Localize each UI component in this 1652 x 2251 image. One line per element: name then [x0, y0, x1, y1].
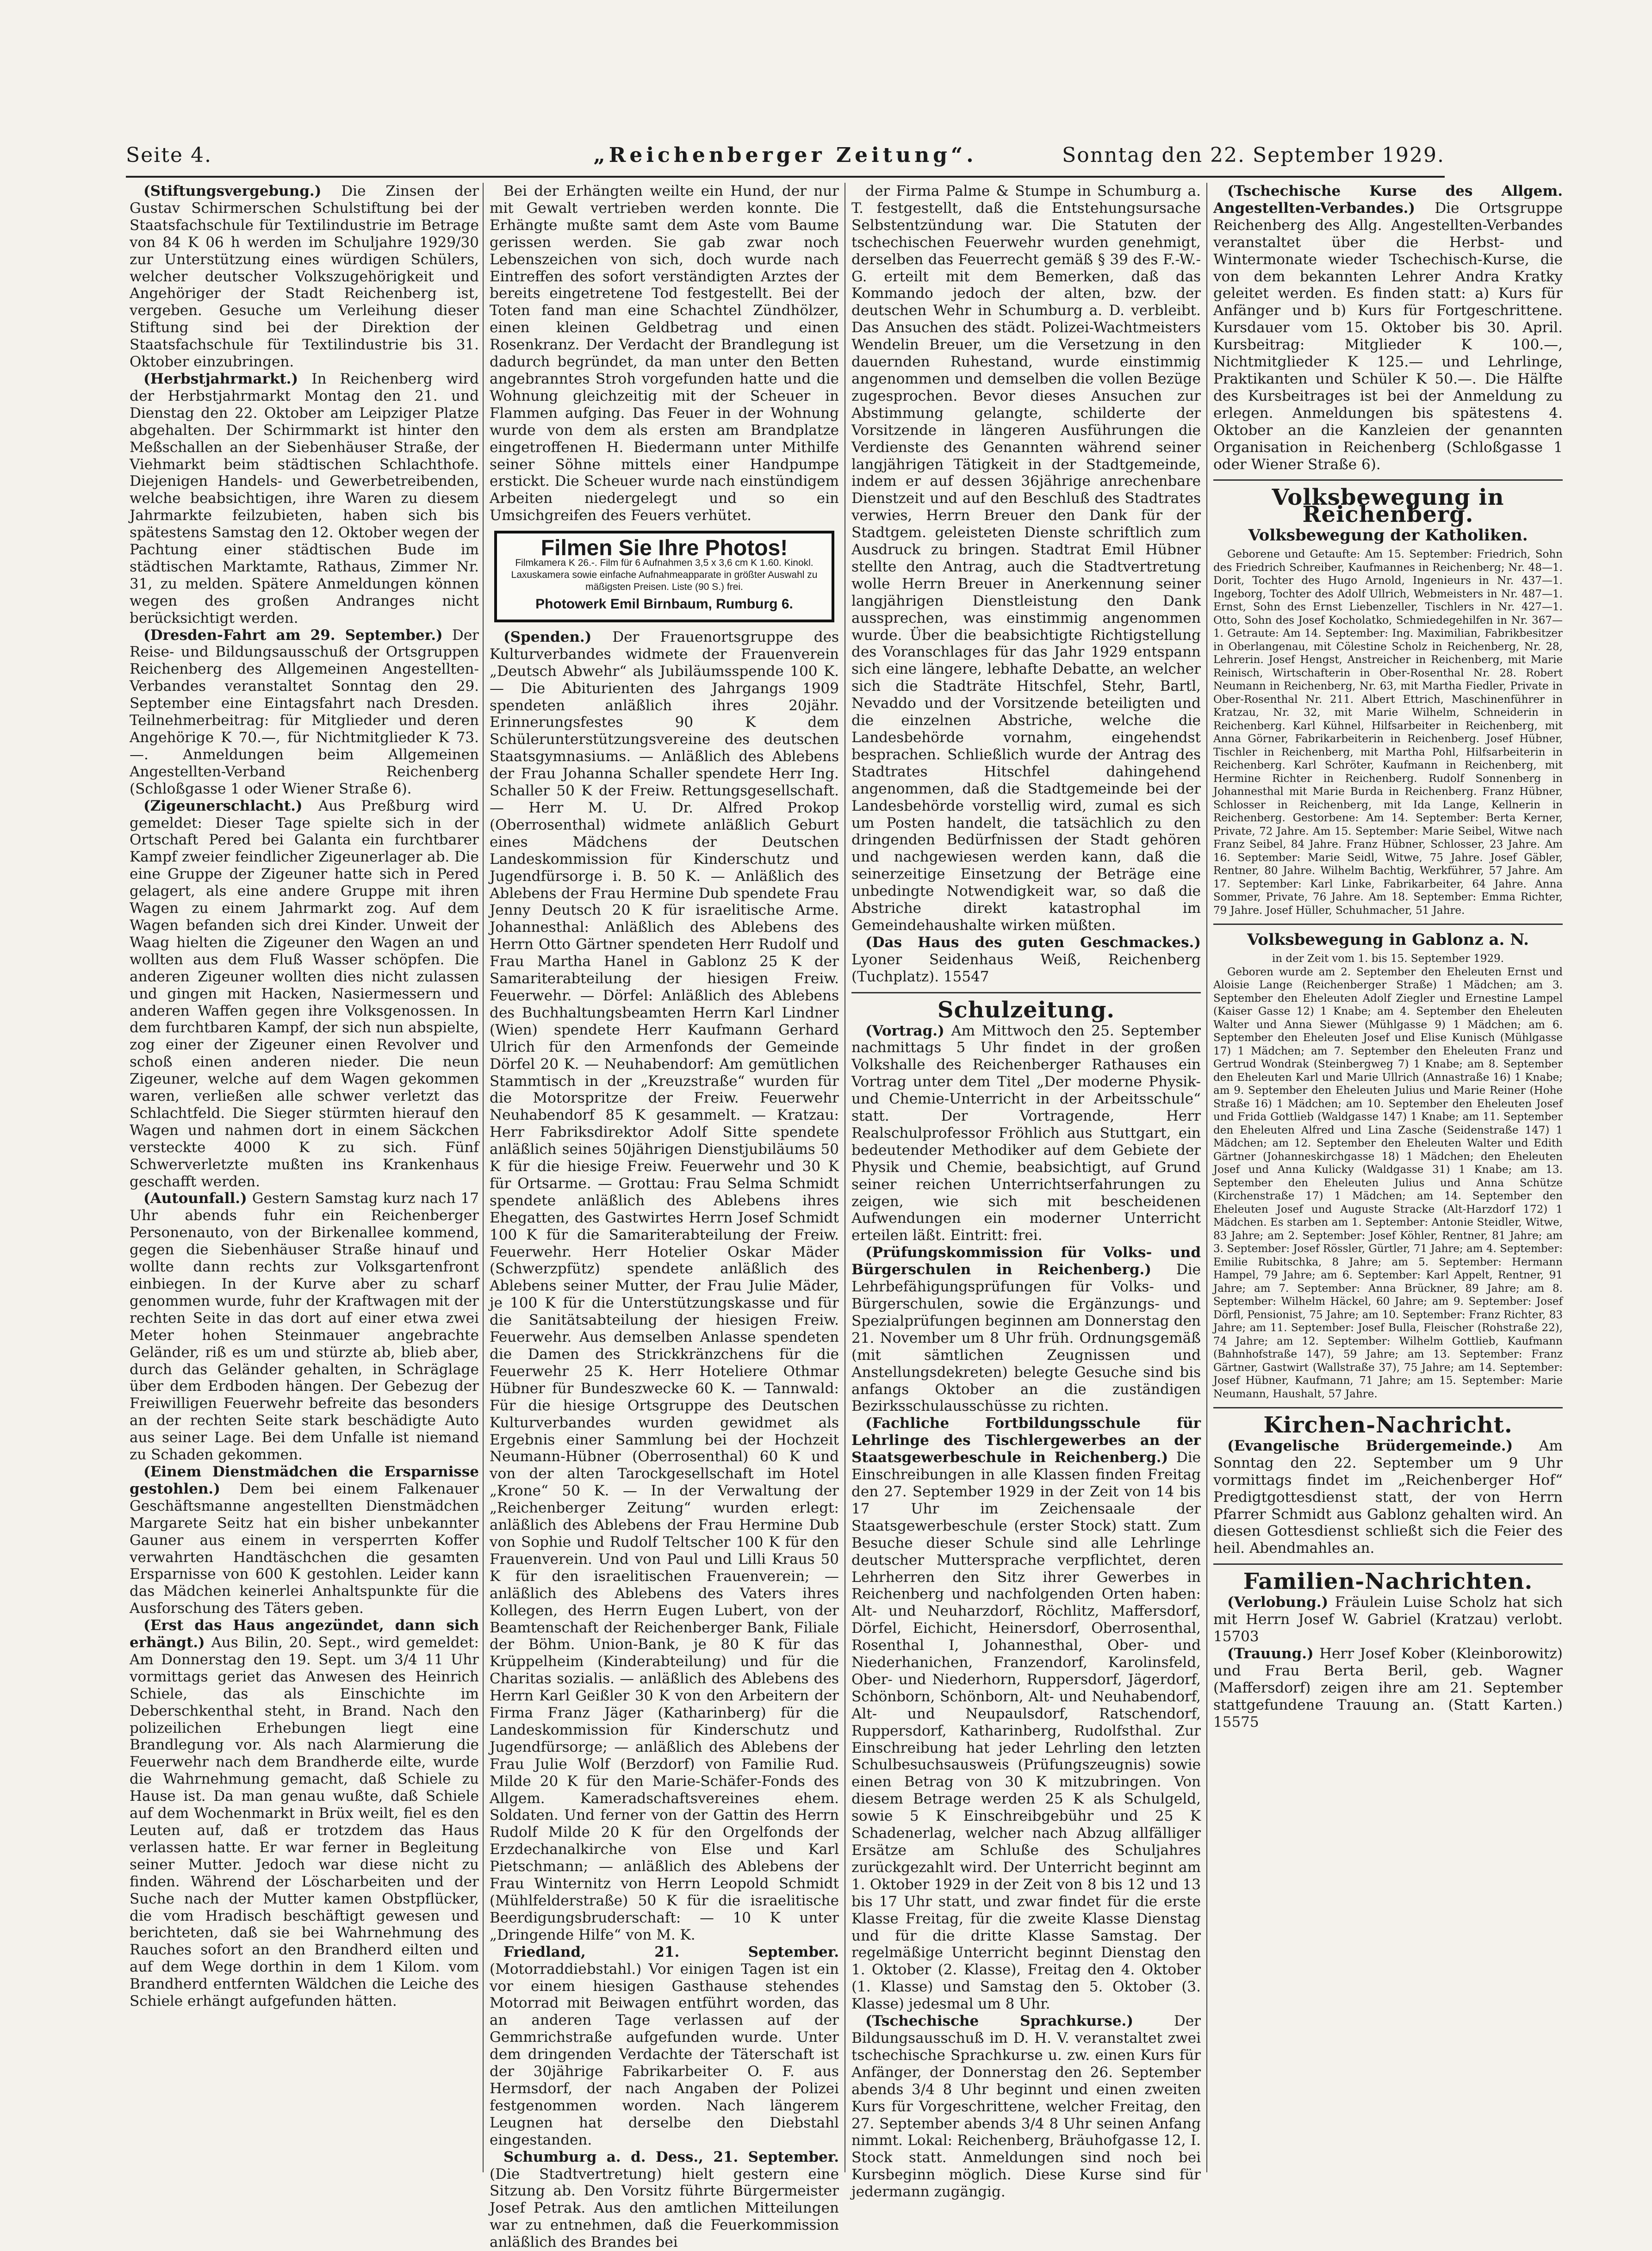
article-title: (Autounfall.) [143, 1190, 247, 1207]
section-rule [1213, 1563, 1563, 1565]
article-text: Lyoner Seidenhaus Weiß, Reichenberg (Tuchplatz). 15547 [851, 951, 1201, 985]
article-text: Die Zinsen der Gustav Schirmerschen Schulstiftung bei der Staatsfachschule für Textilindustrie im Betrage von 84 K 06 h werden im Schuljahre 1929/30 zur Unterstützung eines würdigen Schülers, welcher deutscher Volkszugehörigkeit und Angehöriger der Stadt Reichenberg ist, vergeben. Gesuche um Verleihung dieser Stiftung sind bei der Direktion der Staatsfachschule für Textilindustrie bis 31. Oktober einzubringen. [130, 183, 479, 371]
page-header [126, 143, 1445, 171]
vital-stats-gablonz-period: in der Zeit vom 1. bis 15. September 1929. [1272, 953, 1504, 965]
article [851, 934, 1201, 986]
header-rule [126, 176, 1445, 178]
family-notice [1213, 1645, 1563, 1731]
article-text: Der Reise- und Bildungsausschuß der Ortsgruppen Reichenberg des Allgemeinen Angestellten-Verbandes veranstaltet Sonntag den 29. September eine Eintagsfahrt nach Dresden. Teilnehmerbeitrag: für Mitglieder und deren Angehörige K 70.—, für Nichtmitglieder K 73.—. Anmeldungen beim Allgemeinen Angestellten-Verband Reichenberg (Schloßgasse 1 oder Wiener Straße 6). [130, 626, 479, 797]
vital-stats-gablonz-text: Geboren wurde am 2. September den Eheleuten Ernst und Aloisie Lange (Reichenberger Straße) 1 Mädchen; am 3. September den Eheleuten Adolf Ziegler und Ernestine Lampel (Kaiser Gasse 12) 1 Knabe; am 4. September den Eheleuten Walter und Anna Siewer (Mühlgasse 9) 1 Mädchen; am 6. September den Eheleuten Josef und Elise Kunisch (Mühlgasse 17) 1 Mädchen; am 7. September den Eheleuten Franz und Gertrud Wondrak (Steinbergweg 7) 1 Knabe; am 8. September den Eheleuten Karl und Marie Ullrich (Annastraße 16) 1 Knabe; am 9. September den Eheleuten Julius und Marie Reiner (Hohe Straße 16) 1 Mädchen; am 10. September den Eheleuten Josef und Frida Gottlieb (Waldgasse 147) 1 Knabe; am 11. September den Eheleuten Alfred und Lina Zasche (Seidenstraße 147) 1 Mädchen; am 12. September den Eheleuten Walter und Edith Gärtner (Johanneskirchgasse 18) 1 Mädchen; den Eheleuten Josef und Anna Kulicky (Waldgasse 31) 1 Knabe; am 13. September den Eheleuten Julius und Anna Schütze (Kirchenstraße 17) 1 Mädchen; am 14. September den Eheleuten Josef und Auguste Stracke (Alt-Harzdorf 172) 1 Mädchen. Es starben am 1. September: Antonie Steidler, Witwe, 83 Jahre; am 2. September: Josef Köhler, Rentner, 81 Jahre; am 3. September: Josef Rössler, Gürtler, 71 Jahre; am 4. September: Emilie Rubitschka, 8 Jahre; am 5. September: Hermann Hampel, 79 Jahre; am 6. September: Karl Appelt, Rentner, 91 Jahre; am 7. September: Anna Brückner, 89 Jahre; am 8. September: Wilhelm Häckel, 60 Jahre; am 9. September: Josef Dörfl, Pensionist, 75 Jahre; am 10. September: Franz Richter, 83 Jahre; am 11. September: Josef Bulla, Fleischer (Rohstraße 22), 74 Jahre; am 12. September: Wilhelm Gottlieb, Kaufmann (Bahnhofstraße 147), 59 Jahre; am 13. September: Franz Gärtner, Gastwirt (Wallstraße 37), 75 Jahre; am 14. September: Josef Hübner, Kaufmann, 71 Jahre; am 15. September: Marie Neumann, Haushalt, 57 Jahre. [1213, 966, 1563, 1400]
family-notice-text: Fräulein Luise Scholz hat sich mit Herrn Josef W. Gabriel (Kratzau) verlobt. 15703 [1213, 1594, 1563, 1645]
column-4 [1213, 183, 1563, 2177]
article-title: (Spenden.) [503, 628, 592, 645]
newspaper-title: „Reichenberger Zeitung“. [593, 143, 977, 167]
article-title: (Tschechische Kurse des Allgem. Angestellten-Verbandes.) [1213, 183, 1563, 217]
article-text: (Motorraddiebstahl.) Vor einigen Tagen ist ein vor einem hiesigen Gasthause stehendes Motorrad mit Beiwagen entführt worden, das an anderen Tage verlassen auf der Gemmrichstraße aufgefunden wurde. Unter dem dringenden Verdachte der Täterschaft ist der 30jährige Fabrikarbeiter O. F. aus Hermsdorf, der nach Angaben der Polizei festgenommen worden. Nach längerem Leugnen hat derselbe den Diebstahl eingestanden. [490, 1960, 839, 2148]
ad-footer: Photowerk Emil Birnbaum, Rumburg 6. [535, 596, 793, 612]
article [130, 1463, 479, 1617]
church-news-item [1213, 1438, 1563, 1557]
article [130, 1190, 479, 1463]
column-2 [490, 183, 839, 2251]
article-title: (Einem Dienstmädchen die Ersparnisse gestohlen.) [130, 1463, 479, 1497]
photo-advertisement [494, 531, 834, 622]
school-news-heading: Schulzeitung. [937, 997, 1115, 1023]
family-notice-title: (Trauung.) [1227, 1645, 1314, 1662]
article-title: (Zigeunerschlacht.) [143, 797, 303, 814]
article-title: Friedland, 21. September. [503, 1943, 839, 1960]
article-text: Der Bildungsausschuß im D. H. V. veranstaltet zwei tschechische Sprachkurse u. zw. einen Kurs für Anfänger, der Donnerstag den 26. September abends 3/4 8 Uhr beginnt und einen zweiten Kurs für Vorgeschrittene, welcher Freitag, den 27. September abends 3/4 8 Uhr seinen Anfang nimmt. Lokal: Reichenberg, Bräuhofgasse 12, I. Stock statt. Anmeldungen sind noch bei Kursbeginn möglich. Diese Kurse sind für jedermann zugängig. [851, 2013, 1201, 2201]
article-title: (Dresden-Fahrt am 29. September.) [143, 626, 443, 644]
column-3 [851, 183, 1201, 2201]
article-text: Gestern Samstag kurz nach 17 Uhr abends fuhr ein Reichenberger Personenauto, von der Birkenallee kommend, gegen die Siebenhäuser Straße hinauf und wollte dann rechts zur Volksgartenfront einbiegen. In der Kurve aber zu scharf genommen wurde, fuhr der Kraftwagen mit der rechten Seite in das dort auf einer etwa zwei Meter hohen Steinmauer angebrachte Geländer, riß es um und stürzte ab, blieb aber, durch das Geländer gehalten, in Schräglage über dem Erdboden hängen. Der Gebezug der Freiwilligen Feuerwehr befreite das besonders an der rechten Seite stark beschädigte Auto aus seiner Lage. Bei dem Unfalle ist niemand zu Schaden gekommen. [130, 1190, 479, 1463]
article-text: Am Mittwoch den 25. September nachmittags 5 Uhr findet in der großen Volkshalle des Reichenberger Rathauses ein Vortrag unter dem Titel „Der moderne Physik- und Chemie-Unterricht in der Arbeitsschule“ statt. Der Vortragende, Herr Realschulprofessor Fröhlich aus Stuttgart, ein bedeutender Methodiker auf dem Gebiete der Physik und Chemie, beabsichtigt, auf Grund seiner reichen Unterrichtserfahrungen zu zeigen, wie sich mit bescheidenen Aufwendungen ein moderner Unterricht erteilen läßt. Eintritt: frei. [851, 1022, 1201, 1244]
article-title: (Herbstjahrmarkt.) [143, 370, 298, 387]
article-text: Dem bei einem Falkenauer Geschäftsmanne angestellten Dienstmädchen Margarete Seitz hat ein bisher unbekannter Gauner aus einem in versperrten Koffer verwahrten Handtäschchen die gesamten Ersparnisse von 600 K gestohlen. Leider kann das Mädchen keinerlei Anhaltspunkte für die Ausforschung des Täters geben. [130, 1480, 479, 1617]
article [130, 183, 479, 371]
article [490, 629, 839, 1944]
article-text: Die Einschreibungen in alle Klassen finden Freitag den 27. September 1929 in der Zeit von 14 bis 17 Uhr im Zeichensaale der Staatsgewerbeschule (erster Stock) statt. Zum Besuche dieser Schule sind alle Lehrlinge deutscher Muttersprache verpflichtet, deren Lehrherren den Sitz ihrer Gewerbes in Reichenberg und nachfolgenden Orten haben: Alt- und Neuharzdorf, Röchlitz, Maffersdorf, Dörfel, Eichicht, Heinersdorf, Oberrosenthal, Rosenthal I, Johannesthal, Ober- und Niederhanichen, Franzendorf, Karolinsfeld, Ober- und Niederhorn, Ruppersdorf, Jägerdorf, Schönborn, Schönborn, Alt- und Neuhabendorf, Alt- und Neupaulsdorf, Ratschendorf, Ruppersdorf, Katharinberg, Rudolfsthal. Zur Einschreibung hat jeder Lehrling den letzten Schulbesuchsausweis (Prüfungszeugnis) sowie einen Betrag von 30 K mitzubringen. Von diesem Betrage werden 25 K als Schulgeld, sowie 5 K Einschreibgebühr und 25 K Schadenerlag, welcher nach Abzug allfälliger Ersätze am Schluße des Schuljahres zurückgezahlt wird. Der Unterricht beginnt am 1. Oktober 1929 in der Zeit von 8 bis 12 und 13 bis 17 Uhr statt, und zwar findet für die erste Klasse Freitag, für die zweite Klasse Dienstag und für die dritte Klasse Samstag. Der regelmäßige Unterricht beginnt Dienstag den 1. Oktober (2. Klasse), Freitag den 4. Oktober (1. Klasse) und Samstag den 5. Oktober (3. Klasse) jedesmal um 8 Uhr. [851, 1449, 1201, 2013]
family-notice-title: (Verlobung.) [1227, 1594, 1329, 1611]
column-1 [130, 183, 479, 2177]
article [851, 183, 1201, 934]
section-rule [1213, 1407, 1563, 1408]
article [490, 1944, 839, 2149]
article-text: Der Frauenortsgruppe des Kulturverbandes widmete der Frauenverein „Deutsch Abwehr“ als Jubiläumsspende 100 K. — Die Abiturienten des Jahrgangs 1909 spendeten anläßlich ihres 20jähr. Erinnerungsfestes 90 K dem Schülerunterstützungsvereine des deutschen Staatsgymnasiums. — Anläßlich des Ablebens der Frau Johanna Schaller spendete Herr Ing. Schaller 50 K der Freiw. Rettungsgesellschaft. — Herr M. U. Dr. Alfred Prokop (Oberrosenthal) widmete anläßlich Geburt eines Mädchens der Deutschen Landeskommission für Kinderschutz und Jugendfürsorge i. B. 50 K. — Anläßlich des Ablebens der Frau Hermine Dub spendete Frau Jenny Deutsch 20 K für israelitische Arme. Johannesthal: Anläßlich des Ablebens des Herrn Otto Gärtner spendeten Herr Rudolf und Frau Martha Hanel in Gablonz 25 K der Samariterabteilung der hiesigen Freiw. Feuerwehr. — Dörfel: Anläßlich des Ablebens des Buchhaltungsbeamten Herrn Karl Lindner (Wien) spendete Herr Kaufmann Gerhard Ulrich für den Armenfonds der Gemeinde Dörfel 20 K. — Neuhabendorf: Am gemütlichen Stammtisch in der „Kreuzstraße“ wurden für die Motorspritze der Freiw. Feuerwehr Neuhabendorf 85 K gesammelt. — Kratzau: Herr Fabriksdirektor Adolf Sitte spendete anläßlich seines 50jährigen Dienstjubiläums 50 K für die hiesige Freiw. Feuerwehr und 30 K für Ortsarme. — Grottau: Frau Selma Schmidt spendete anläßlich des Ablebens ihres Ehegatten, des Gastwirtes Herrn Josef Schmidt 100 K für die Samariterabteilung der Freiw. Feuerwehr. Herr Hotelier Oskar Mäder (Schwerzpfütz) spendete anläßlich des Ablebens seiner Mutter, der Frau Julie Mäder, je 100 K für die Unterstützungskasse und für die Sanitätsabteilung der hiesigen Freiw. Feuerwehr. Aus demselben Anlasse spendeten die Damen des Strickkränzchens für die Feuerwehr 25 K. Herr Hoteliere Othmar Hübner für Bundeszwecke 60 K. — Tannwald: Für die hiesige Ortsgruppe des Deutschen Kulturverbandes wurden gewidmet als Ergebnis einer Sammlung bei der Hochzeit Neumann-Hübner (Oberrosenthal) 60 K und von der alten Tarockgesellschaft im Hotel „Krone“ 50 K. — In der Verwaltung der „Reichenberger Zeitung“ wurden erlegt: anläßlich des Ablebens der Frau Hermine Dub von Sophie und Rudolf Teltscher 100 K für den Frauenverein. Und von Paul und Lilli Kraus 50 K für den israelitischen Frauenverein; — anläßlich des Ablebens des Vaters ihres Kollegen, des Herrn Eugen Lubert, von der Beamtenschaft der Reichenberger Bank, Filiale der Böhm. Union-Bank, je 80 K für das Krüppelheim (Kinderabteilung) und für die Charitas sozialis. — anläßlich des Ablebens des Herrn Karl Geißler 30 K von den Arbeitern der Firma Franz Jäger (Katharinberg) für die Landeskommission für Kinderschutz und Jugendfürsorge; — anläßlich des Ablebens der Frau Julie Wolf (Berzdorf) von Familie Rud. Milde 20 K für den Marie-Schäfer-Fonds des Allgem. Kameradschaftsvereines ehem. Soldaten. Und ferner von der Gattin des Herrn Rudolf Milde 20 K für den Orgelfonds der Erzdechanalkirche von Else und Karl Pietschmann; — anläßlich des Ablebens der Frau Winternitz von Herrn Leopold Schmidt (Mühlfelderstraße) 50 K für die israelitische Beerdigungsbruderschaft: — 10 K unter „Dringende Hilfe“ von M. K. [490, 628, 839, 1943]
article-title: (Tschechische Sprachkurse.) [865, 2013, 1134, 2030]
vital-stats-reichenberg-text: Geborene und Getaufte: Am 15. September: Friedrich, Sohn des Friedrich Schreiber, Kaufmannes in Reichenberg; Nr. 48—1. Dorit, Tochter des Hugo Arnold, Ingenieurs in Nr. 437—1. Ingeborg, Tochter des Adolf Ullrich, Webmeisters in Nr. 487—1. Ernst, Sohn des Ernst Liebenzeller, Tischlers in Nr. 427—1. Otto, Sohn des Josef Kocholatko, Schmiedegehilfen in Nr. 367—1. Getraute: Am 14. September: Ing. Maximilian, Fabrikbesitzer in Oberlangenau, mit Cölestine Scholz in Reichenberg, Nr. 28, Lehrerin. Josef Hengst, Anstreicher in Reichenberg, mit Marie Reinisch, Wirtschafterin in Ober-Rosenthal Nr. 28. Robert Neumann in Reichenberg, Nr. 63, mit Martha Fiedler, Private in Ober-Rosenthal Nr. 211. Albert Ettrich, Maschinenführer in Kratzau, Nr. 32, mit Marie Wilhelm, Schneiderin in Reichenberg. Karl Kühnel, Hilfsarbeiter in Reichenberg, mit Anna Görner, Fabrikarbeiterin in Reichenberg. Josef Hübner, Tischler in Reichenberg, mit Martha Pohl, Hilfsarbeiterin in Reichenberg. Karl Schröter, Kaufmann in Reichenberg, mit Hermine Richter in Reichenberg. Rudolf Sonnenberg in Johannesthal mit Marie Burda in Reichenberg. Franz Hübner, Schlosser in Reichenberg, mit Ida Lange, Kellnerin in Reichenberg. Gestorbene: Am 14. September: Berta Kerner, Private, 72 Jahre. Am 15. September: Marie Seibel, Witwe nach Franz Seibel, 84 Jahre. Franz Hübner, Schlosser, 23 Jahre. Am 16. September: Marie Seidl, Witwe, 75 Jahre. Josef Gäbler, Rentner, 80 Jahre. Wilhelm Bachtig, Werkführer, 57 Jahre. Am 17. September: Karl Linke, Fabrikarbeiter, 64 Jahre. Anna Sommer, Private, 76 Jahre. Am 18. September: Emma Richter, 79 Jahre. Josef Hüller, Schuhmacher, 51 Jahre. [1213, 548, 1563, 917]
vital-stats-catholics-subheading: Volksbewegung der Katholiken. [1248, 526, 1528, 545]
article [851, 1023, 1201, 1245]
family-notice [1213, 1594, 1563, 1645]
article [851, 1415, 1201, 2013]
article [851, 2013, 1201, 2201]
article-text: Aus Bilin, 20. Sept., wird gemeldet: Am Donnerstag den 19. Sept. um 3/4 11 Uhr vormittags geriet das Anwesen des Heinrich Schiele, das als Einschichte im Deberschkenthal steht, in Brand. Nach den polizeilichen Erhebungen liegt eine Brandlegung vor. Als nach Alarmierung die Feuerwehr nach dem Brandherde eilte, wurde die Wahrnehmung gemacht, daß Schiele zu Hause ist. Da man genau wußte, daß Schiele auf dem Wochenmarkt in Brüx weilt, fiel es den Leuten auf, daß er trotzdem das Haus verlassen hatte. Er war ferner in Begleitung seiner Mutter. Jedoch war diese nicht zu finden. Während der Löscharbeiten und der Suche nach der Mutter kamen Obstpflücker, die vom Hradisch beschäftigt gewesen und berichteten, daß sie bei Wahrnehmung des Rauches sofort an den Brandherd eilten und auf dem Wege dorthin in dem 1 Kilom. vom Brandherd entfernten Wäldchen die Leiche des Schiele erhängt aufgefunden hätten. [130, 1634, 479, 2010]
article-text: Aus Preßburg wird gemeldet: Dieser Tage spielte sich in der Ortschaft Pered bei Galanta ein furchtbarer Kampf zweier feindlicher Zigeunerlager ab. Die eine Gruppe der Zigeuner hatte sich in Pered gelagert, als eine andere Gruppe mit ihren Wagen zu einem Jahrmarkt zog. Auf dem Wagen befanden sich drei Kinder. Unweit der Waag hielten die Zigeuner den Wagen an und wollten aus dem Fluß Wasser schöpfen. Die anderen Zigeuner wollten dies nicht zulassen und gingen mit Hacken, Nasiermessern und anderen Waffen gegen ihre Volksgenossen. In dem furchtbaren Kampf, der sich nun abspielte, zog einer der Zigeuner einen Revolver und schoß einen anderen nieder. Die neun Zigeuner, welche auf dem Wagen gekommen waren, verließen alle schwer verletzt das Schlachtfeld. Die Sieger stürmten hierauf den Wagen und nahmen dort in einem Säckchen versteckte 4000 K zu sich. Fünf Schwerverletzte mußten ins Krankenhaus geschafft werden. [130, 797, 479, 1190]
section-rule [1213, 479, 1563, 481]
issue-date: Sonntag den 22. September 1929. [1062, 143, 1445, 167]
column-divider [483, 183, 484, 2172]
article [490, 183, 839, 524]
article-title: (Vortrag.) [865, 1022, 944, 1039]
page-number: Seite 4. [126, 143, 212, 167]
article-title: Schumburg a. d. Dess., 21. September. [503, 2148, 839, 2165]
church-news-title: (Evangelische Brüdergemeinde.) [1227, 1437, 1513, 1454]
article [851, 1244, 1201, 1415]
ad-title: Filmen Sie Ihre Photos! [540, 536, 788, 561]
article [130, 1617, 479, 2010]
vital-stats-reichenberg-heading: Volksbewegung in Reichenberg. [1272, 484, 1504, 528]
article [130, 798, 479, 1191]
article-text: der Firma Palme & Stumpe in Schumburg a. T. festgestellt, daß die Entstehungsursache Selbstentzündung war. Die Statuten der tschechischen Feuerwehr wurden genehmigt, derselben das Feuerrecht gemäß § 39 des F.-W.-G. erteilt mit dem Bemerken, daß das Kommando jedoch der alten, bzw. der deutschen Wehr in Schumburg a. D. verbleibt. Das Ansuchen des städt. Polizei-Wachtmeisters Wendelin Breuer, um die Versetzung in den dauernden Ruhestand, wurde einstimmig angenommen und demselben die vollen Bezüge zugesprochen. Bevor dieses Ansuchen zur Abstimmung gelangte, schilderte der Vorsitzende in längeren Ausführungen die Verdienste des Genannten während seiner langjährigen Tätigkeit in der Stadtgemeinde, indem er auf dessen 36jährige anrechenbare Dienstzeit und auf den Beschluß des Stadtrates verwies, Herrn Breuer den Dank für der Stadtgem. geleisteten Dienste schriftlich zum Ausdruck zu bringen. Stadtrat Emil Hübner stellte den Antrag, auch die Stadtvertretung wolle Herrn Breuer in Anerkennung seiner langjährigen Dienstleistung den Dank aussprechen, was einstimmig angenommen wurde. Über die beabsichtigte Richtigstellung des Voranschlages für das Jahr 1929 entspann sich eine längere, lebhafte Debatte, an welcher sich die Stadträte Hitschfel, Stehr, Bartl, Nevaddo und der Vorsitzende beteiligten und die einzelnen Abstriche, welche die Landesbehörde vornahm, eingehendst besprachen. Schließlich wurde der Antrag des Stadtrates Hitschfel dahingehend angenommen, daß die Stadtgemeinde bei der Landesbehörde vorstellig wird, zumal es sich um Posten handelt, die tatsächlich zu den dringenden Bedürfnissen der Stadt gehören und nachgewiesen werden kann, daß die seinerzeitige Einsetzung der Beträge eine unbedingte Notwendigkeit war, so daß die Abstriche direkt katastrophal im Gemeindehaushalte wirken müßten. [851, 183, 1201, 934]
article-text: Bei der Erhängten weilte ein Hund, der nur mit Gewalt vertrieben werden konnte. Die Erhängte mußte samt dem Aste vom Baume gerissen werden. Sie gab zwar noch Lebenszeichen von sich, doch wurde nach Eintreffen des sofort verständigten Arztes der bereits eingetretene Tod festgestellt. Bei der Toten fand man eine Schachtel Zündhölzer, einen kleinen Geldbetrag und einen Rosenkranz. Der Verdacht der Brandlegung ist dadurch begründet, da man unter den Betten angebranntes Stroh vorgefunden hatte und die Wohnung gleichzeitig mit der Scheuer in Flammen aufging. Das Feuer in der Wohnung wurde von dem als ersten am Brandplatze eingetroffenen H. Biedermann unter Mithilfe seiner Söhne mittels einer Handpumpe erstickt. Die Scheuer wurde nach einstündigem Arbeiten niedergelegt und so ein Umsichgreifen des Feuers verhütet. [490, 183, 839, 524]
article-text: In Reichenberg wird der Herbstjahrmarkt Montag den 21. und Dienstag den 22. Oktober am Leipziger Platze abgehalten. Der Schirmmarkt ist hinter den Meßschallen an der Siebenhäuser Straße, der Viehmarkt beim städtischen Schlachthofe. Diejenigen Handels- und Gewerbetreibenden, welche beabsichtigen, ihre Waren zu diesem Jahrmarkte feilzubieten, haben sich bis spätestens Samstag den 12. Oktober wegen der Pachtung einer städtischen Bude im städtischen Marktamte, Rathaus, Zimmer Nr. 31, zu melden. Spätere Anmeldungen können wegen des großen Andranges nicht berücksichtigt werden. [130, 370, 479, 626]
article-title: (Das Haus des guten Geschmackes.) [865, 934, 1201, 951]
family-news-heading: Familien-Nachrichten. [1243, 1569, 1533, 1595]
section-rule [1213, 924, 1563, 925]
article [130, 627, 479, 798]
article-title: (Fachliche Fortbildungsschule für Lehrlinge des Tischlergewerbes an der Staatsgewerbeschule in Reichenberg.) [851, 1415, 1201, 1466]
article-text: Die Ortsgruppe Reichenberg des Allg. Angestellten-Verbandes veranstaltet über die Herbst- und Wintermonate wieder Tschechisch-Kurse, die von dem bekannten Lehrer Andra Kratky geleitet werden. Es finden statt: a) Kurs für Anfänger und b) Kurs für Fortgeschrittene. Kursdauer vom 15. Oktober bis 30. April. Kursbeitrag: Mitglieder K 100.—, Nichtmitglieder K 125.— und Lehrlinge, Praktikanten und Schüler K 50.—. Die Hälfte des Kursbeitrages ist bei der Anmeldung zu erlegen. Anmeldungen bis spätestens 4. Oktober an die Kanzleien der genannten Organisation in Reichenberg (Schloßgasse 1 oder Wiener Straße 6). [1213, 199, 1563, 473]
article [1213, 183, 1563, 473]
ad-body: Filmkamera K 26.-. Film für 6 Aufnahmen 3,5 x 3,6 cm K 1.60. Kinokl. Laxuskamera sowie einfache Aufnahmeapparate in größter Auswahl zu mäßigsten Preisen. Liste (90 S.) frei. [511, 558, 818, 593]
family-notice-text: Herr Josef Kober (Kleinborowitz) und Frau Berta Beril, geb. Wagner (Maffersdorf) zeigen ihre am 21. September stattgefundene Trauung an. (Statt Karten.) 15575 [1213, 1645, 1563, 1730]
article-title: (Erst das Haus angezündet, dann sich erhängt.) [130, 1617, 479, 1651]
column-divider [1206, 183, 1207, 2172]
article-title: (Prüfungskommission für Volks- und Bürgerschulen in Reichenberg.) [851, 1244, 1201, 1278]
article-title: (Stiftungsvergebung.) [143, 183, 322, 199]
article [490, 2149, 839, 2251]
section-rule [851, 992, 1201, 993]
church-news-text: Am Sonntag den 22. September um 9 Uhr vormittags findet im „Reichenberger Hof“ Predigtgottesdienst statt, der von Herrn Pfarrer Schmidt aus Gablonz gehalten wird. An diesen Gottesdienst schließt sich die Feier des heil. Abendmahles an. [1213, 1437, 1563, 1557]
article-text: (Die Stadtvertretung) hielt gestern eine Sitzung ab. Den Vorsitz führte Bürgermeister Josef Petrak. Aus den amtlichen Mitteilungen war zu entnehmen, daß die Feuerkommission anläßlich des Brandes bei [490, 2165, 839, 2251]
church-news-heading: Kirchen-Nachricht. [1263, 1412, 1513, 1439]
article [130, 371, 479, 627]
vital-stats-gablonz-heading: Volksbewegung in Gablonz a. N. [1247, 930, 1529, 949]
article-text: Die Lehrbefähigungsprüfungen für Volks- und Bürgerschulen, sowie die Ergänzungs- und Spezialprüfungen beginnen am Donnerstag den 21. November um 8 Uhr früh. Ordnungsgemäß (mit sämtlichen Zeugnissen und Anstellungsdekreten) belegte Gesuche sind bis anfangs Oktober an die zuständigen Bezirksschulausschüsse zu richten. [851, 1261, 1201, 1415]
